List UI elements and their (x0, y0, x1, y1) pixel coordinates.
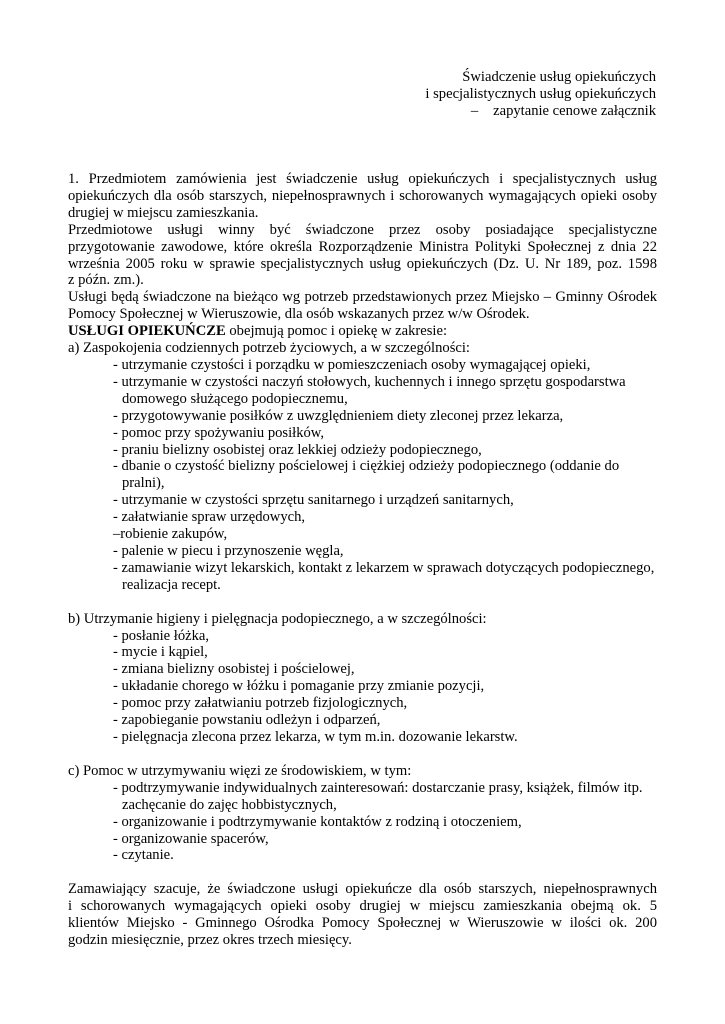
text-line: Zamawiający szacuje, że świadczone usługi opiekuńcze dla osób starszych, niepełnosprawnych (68, 881, 657, 898)
list-item: - utrzymanie w czystości sprzętu sanitarnego i urządzeń sanitarnych, (113, 492, 514, 509)
text-line: Przedmiotowe usługi winny być świadczone przez osoby posiadające specjalistyczne (68, 221, 657, 238)
section-c-heading: c) Pomoc w utrzymywaniu więzi ze środowiskiem, w tym: (68, 762, 412, 779)
services-title: USŁUGI OPIEKUŃCZE (68, 323, 226, 340)
intro-paragraph-2 (68, 222, 657, 290)
list-item: - praniu bielizny osobistej oraz lekkiej odzieży podopiecznego, (113, 441, 482, 458)
list-item: - posłanie łóżka, (113, 627, 210, 644)
list-item-continuation: realizacja recept. (122, 576, 221, 593)
list-item: - utrzymanie w czystości naczyń stołowych, kuchennych i innego sprzętu gospodarstwa (113, 373, 626, 390)
closing-paragraph (68, 881, 657, 949)
list-item: - zmiana bielizny osobistej i pościelowej, (113, 661, 355, 678)
services-heading (68, 323, 657, 340)
list-item-continuation: pralni), (122, 475, 165, 492)
text-line: 1. Przedmiotem zamówienia jest świadczenie usług opiekuńczych i specjalistycznych usług (68, 171, 657, 187)
text-line: godzin miesięcznie, przez okres trzech miesięcy. (68, 932, 352, 949)
list-item: - przygotowywanie posiłków z uwzględnieniem diety zleconej przez lekarza, (113, 407, 564, 424)
list-item-continuation: domowego służącego podopiecznemu, (122, 390, 348, 407)
text-line: września 2005 roku w sprawie specjalistycznych usług opiekuńczych (Dz. U. Nr 189, poz. 1598 (68, 255, 657, 272)
spacer (68, 746, 657, 763)
header-line-3-text: zapytanie cenowe załącznik (493, 102, 656, 119)
list-item: - pomoc przy spożywaniu posiłków, (113, 424, 325, 441)
header-dash: – (470, 102, 479, 119)
list-item: - pielęgnacja zlecona przez lekarza, w tym m.in. dozowanie lekarstw. (113, 729, 518, 745)
text-line: przygotowanie zawodowe, które określa Rozporządzenie Ministra Polityki Społecznej z dnia 22 (68, 238, 657, 255)
header-line-3 (425, 103, 656, 120)
text-line: Usługi będą świadczone na bieżąco wg potrzeb przedstawionych przez Miejsko – Gminny Ośrodek (68, 289, 657, 306)
services-description: obejmują pomoc i opiekę w zakresie: (225, 323, 447, 340)
list-item: - układanie chorego w łóżku i pomaganie przy zmianie pozycji, (113, 678, 485, 695)
list-item: - dbanie o czystość bielizny pościelowej i ciężkiej odzieży podopiecznego (oddanie do (113, 458, 620, 475)
section-b (68, 611, 657, 746)
list-item: –robienie zakupów, (113, 526, 228, 543)
section-a-heading: a) Zaspokojenia codziennych potrzeb życiowych, a w szczególności: (68, 340, 470, 357)
header-line-2: i specjalistycznych usług opiekuńczych (425, 85, 656, 102)
list-item: - zapobieganie powstaniu odleżyn i odparzeń, (113, 712, 381, 729)
list-item: - czytanie. (113, 847, 174, 864)
document-header (425, 69, 656, 120)
text-line: drugiej w miejscu zamieszkania. (68, 204, 259, 221)
list-item: - podtrzymywanie indywidualnych zainteresowań: dostarczanie prasy, książek, filmów itp. (113, 779, 643, 796)
text-line: klientów Miejsko - Gminnego Ośrodka Pomocy Społecznej w Wieruszowie w ilości ok. 200 (68, 915, 657, 932)
list-item: - załatwianie spraw urzędowych, (113, 509, 306, 526)
intro-paragraph-3 (68, 289, 657, 323)
header-line-1: Świadczenie usług opiekuńczych (462, 69, 656, 85)
list-item: - zamawianie wizyt lekarskich, kontakt z lekarzem w sprawach dotyczących podopiecznego, (113, 559, 655, 576)
list-item: - organizowanie i podtrzymywanie kontaktów z rodziną i otoczeniem, (113, 813, 522, 830)
intro-paragraph-1 (68, 171, 657, 222)
list-item: - pomoc przy załatwianiu potrzeb fizjologicznych, (113, 695, 408, 712)
text-line: z późn. zm.). (68, 272, 144, 289)
text-line: Pomocy Społecznej w Wieruszowie, dla osób wskazanych przez w/w Ośrodek. (68, 306, 530, 323)
spacer (68, 864, 657, 881)
list-item: - mycie i kąpiel, (113, 644, 208, 661)
document-body (68, 171, 657, 949)
list-item: - organizowanie spacerów, (113, 830, 269, 847)
section-b-heading: b) Utrzymanie higieny i pielęgnacja podopiecznego, a w szczególności: (68, 610, 487, 627)
section-c (68, 763, 657, 864)
list-item: - utrzymanie czystości i porządku w pomieszczeniach osoby wymagającej opieki, (113, 356, 591, 373)
section-a (68, 340, 657, 594)
text-line: opiekuńczych dla osób starszych, niepełnosprawnych i schorowanych wymagających opieki osoby (68, 187, 657, 204)
text-line: i schorowanych wymagających opieki osoby drugiej w miejscu zamieszkania obejmą ok. 5 (68, 898, 657, 915)
list-item-continuation: zachęcanie do zajęc hobbistycznych, (122, 796, 337, 813)
list-item: - palenie w piecu i przynoszenie węgla, (113, 542, 344, 559)
spacer (68, 594, 657, 611)
